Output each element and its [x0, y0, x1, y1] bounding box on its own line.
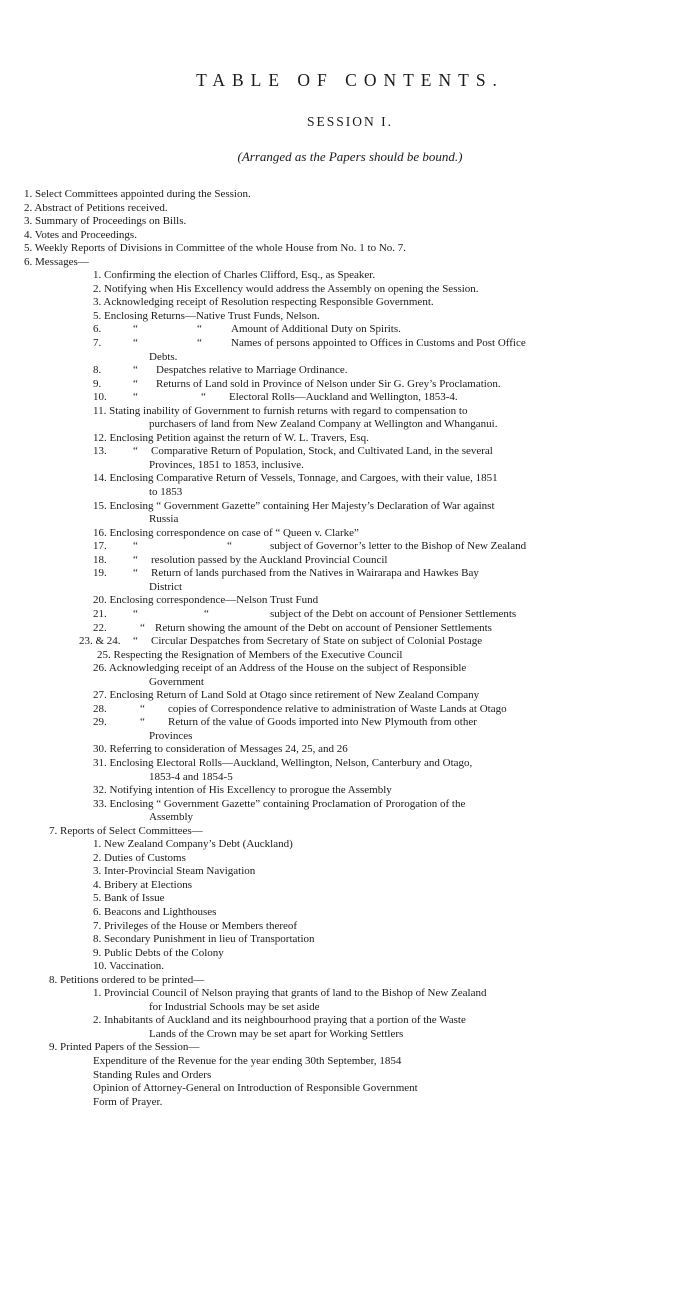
message-item: 5. Enclosing Returns—Native Trust Funds, Nelson. — [93, 309, 320, 322]
list-item: 2. Abstract of Petitions received. — [24, 201, 168, 214]
message-item: 27. Enclosing Return of Land Sold at Otago since retirement of New Zealand Company — [93, 689, 480, 702]
message-item: 3. Acknowledging receipt of Resolution respecting Responsible Government. — [93, 296, 434, 309]
message-item: 11. Stating inability of Government to furnish returns with regard to compensation to — [93, 404, 468, 417]
session-heading: SESSION I. — [306, 114, 393, 129]
message-item: 17. “ “ subject of Governor’s letter to the Bishop of New Zealand — [93, 540, 527, 553]
list-item: 1. Select Committees appointed during the Session. — [24, 188, 251, 200]
report-item: 1. New Zealand Company’s Debt (Auckland) — [93, 838, 293, 851]
message-item: 31. Enclosing Electoral Rolls—Auckland, Wellington, Nelson, Canterbury and Otago, — [93, 756, 473, 769]
message-item: 2. Notifying when His Excellency would address the Assembly on opening the Session. — [93, 282, 479, 295]
message-item: 6. “ “ Amount of Additional Duty on Spirits. — [93, 323, 401, 336]
message-item: Debts. — [149, 350, 178, 363]
message-item: Assembly — [149, 811, 193, 824]
message-item: Russia — [149, 513, 179, 526]
contents-list — [0, 188, 700, 1109]
message-item: purchasers of land from New Zealand Company at Wellington and Whanganui. — [149, 418, 498, 431]
report-item: 7. Privileges of the House or Members thereof — [93, 919, 298, 932]
message-item: 23. & 24. “ Circular Despatches from Secretary of State on subject of Colonial Postage — [79, 635, 483, 648]
message-item: 15. Enclosing “ Government Gazette” containing Her Majesty’s Declaration of War against — [93, 499, 495, 512]
list-item: 5. Weekly Reports of Divisions in Committee of the whole House from No. 1 to No. 7. — [24, 242, 407, 255]
list-item: 7. Reports of Select Committees— — [49, 824, 203, 837]
message-item: 16. Enclosing correspondence on case of “ Queen v. Clarke” — [93, 526, 359, 539]
report-item: 10. Vaccination. — [93, 960, 164, 973]
petition-item: for Industrial Schools may be set aside — [149, 1000, 320, 1013]
printed-paper-item: Standing Rules and Orders — [93, 1068, 212, 1081]
report-item: 8. Secondary Punishment in lieu of Transportation — [93, 933, 315, 946]
report-item: 2. Duties of Customs — [93, 851, 186, 864]
binding-note: (Arranged as the Papers should be bound.) — [237, 149, 463, 164]
report-item: 5. Bank of Issue — [93, 892, 165, 905]
list-item: 4. Votes and Proceedings. — [24, 228, 137, 241]
message-item: to 1853 — [149, 486, 183, 499]
message-item: 26. Acknowledging receipt of an Address of the House on the subject of Responsible — [93, 662, 467, 675]
message-item: 25. Respecting the Resignation of Members of the Executive Council — [97, 648, 403, 661]
report-item: 4. Bribery at Elections — [93, 878, 192, 891]
message-item: 28. “ copies of Correspondence relative to administration of Waste Lands at Otago — [93, 702, 507, 715]
message-item: Provinces — [149, 729, 193, 742]
message-item: 32. Notifying intention of His Excellency to prorogue the Assembly — [93, 784, 392, 797]
message-item: 20. Enclosing correspondence—Nelson Trust Fund — [93, 594, 319, 607]
report-item: 6. Beacons and Lighthouses — [93, 905, 217, 918]
list-item: 3. Summary of Proceedings on Bills. — [24, 215, 187, 228]
message-item: 12. Enclosing Petition against the return of W. L. Travers, Esq. — [93, 431, 369, 444]
message-item: 9. “ Returns of Land sold in Province of Nelson under Sir G. Grey’s Proclamation. — [93, 377, 501, 390]
message-item: 19. “ Return of lands purchased from the Natives in Wairarapa and Hawkes Bay — [93, 567, 479, 580]
message-item: Government — [149, 675, 204, 688]
list-item: 9. Printed Papers of the Session— — [49, 1041, 200, 1054]
message-item: 1853-4 and 1854-5 — [149, 770, 233, 783]
petition-item: 2. Inhabitants of Auckland and its neighbourhood praying that a portion of the Waste — [93, 1014, 466, 1027]
list-item: 6. Messages— — [24, 255, 89, 268]
message-item: Provinces, 1851 to 1853, inclusive. — [149, 458, 304, 471]
petition-item: Lands of the Crown may be set apart for Working Settlers — [149, 1027, 404, 1040]
message-item: 1. Confirming the election of Charles Clifford, Esq., as Speaker. — [93, 269, 376, 282]
message-item: 18. “ resolution passed by the Auckland Provincial Council — [93, 553, 388, 566]
message-item: 21. “ “ subject of the Debt on account of Pensioner Settlements — [93, 607, 517, 620]
printed-paper-item: Form of Prayer. — [93, 1095, 163, 1108]
report-item: 9. Public Debts of the Colony — [93, 946, 224, 959]
petition-item: 1. Provincial Council of Nelson praying that grants of land to the Bishop of New Zealand — [93, 987, 487, 1000]
printed-paper-item: Opinion of Attorney-General on Introduction of Responsible Government — [93, 1082, 418, 1095]
message-item: 7. “ “ Names of persons appointed to Offices in Customs and Post Office — [93, 337, 526, 350]
page-title: TABLE OF CONTENTS. — [196, 70, 504, 90]
message-item: 8. “ Despatches relative to Marriage Ordinance. — [93, 364, 348, 377]
message-item: 30. Referring to consideration of Messages 24, 25, and 26 — [93, 743, 348, 756]
message-item: District — [149, 580, 182, 593]
message-item: 13. “ Comparative Return of Population, Stock, and Cultivated Land, in the several — [93, 445, 493, 458]
list-item: 8. Petitions ordered to be printed— — [49, 973, 205, 986]
message-item: 29. “ Return of the value of Goods imported into New Plymouth from other — [93, 716, 477, 729]
printed-paper-item: Expenditure of the Revenue for the year ending 30th September, 1854 — [93, 1055, 402, 1067]
message-item: 22. “ Return showing the amount of the Debt on account of Pensioner Settlements — [93, 621, 492, 634]
message-item: 33. Enclosing “ Government Gazette” containing Proclamation of Prorogation of the — [93, 797, 466, 810]
message-item: 10. “ “ Electoral Rolls—Auckland and Wellington, 1853-4. — [93, 391, 458, 404]
report-item: 3. Inter-Provincial Steam Navigation — [93, 865, 256, 878]
message-item: 14. Enclosing Comparative Return of Vessels, Tonnage, and Cargoes, with their value, 1851 — [93, 472, 498, 485]
